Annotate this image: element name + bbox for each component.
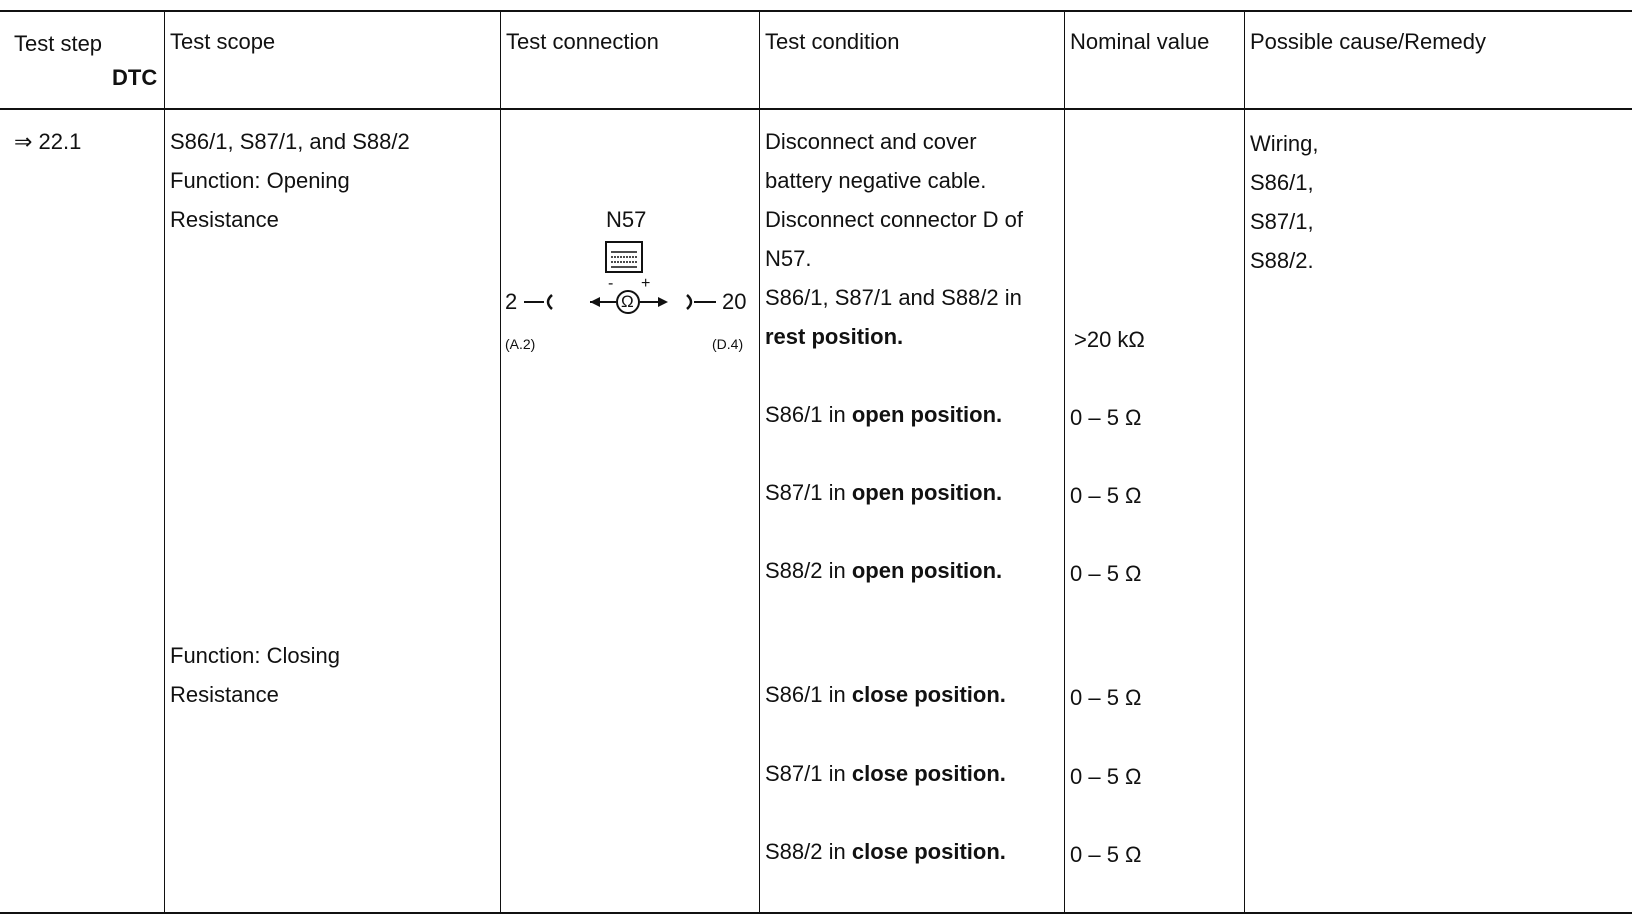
header-rule: [0, 108, 1632, 110]
header-test-scope: Test scope: [170, 29, 276, 54]
remedy-line-3: S87/1,: [1250, 209, 1314, 234]
condition-s88-open: S88/2 in open position.: [765, 558, 1003, 583]
test-step-number: ⇒ 22.1: [14, 129, 82, 154]
condition-s88-close: S88/2 in close position.: [765, 839, 1006, 864]
condition-rest-1: S86/1, S87/1 and S88/2 in: [765, 285, 1022, 310]
header-test-step: Test step: [14, 31, 103, 56]
header-dtc: DTC: [112, 65, 158, 90]
condition-intro-2: battery negative cable.: [765, 168, 987, 193]
header-nominal-value: Nominal value: [1070, 29, 1210, 54]
header-test-condition: Test condition: [765, 29, 900, 54]
col-divider-2: [500, 10, 501, 912]
col-divider-3: [759, 10, 760, 912]
header-possible-cause: Possible cause/Remedy: [1250, 29, 1487, 54]
control-module-icon: [604, 240, 644, 274]
remedy-line-1: Wiring,: [1250, 131, 1319, 156]
meter-minus: -: [608, 275, 614, 292]
scope-closing-function: Function: Closing: [170, 643, 340, 668]
condition-s86-close: S86/1 in close position.: [765, 682, 1006, 707]
right-pin: 20: [722, 289, 747, 314]
col-divider-4: [1064, 10, 1065, 912]
nominal-rest: >20 kΩ: [1074, 327, 1145, 352]
left-connector-symbol: [522, 292, 556, 312]
nominal-s86-close: 0 – 5 Ω: [1070, 685, 1142, 710]
module-label: N57: [606, 207, 647, 232]
nominal-s88-open: 0 – 5 Ω: [1070, 561, 1142, 586]
condition-s86-open: S86/1 in open position.: [765, 402, 1003, 427]
col-divider-1: [164, 10, 165, 912]
nominal-s88-close: 0 – 5 Ω: [1070, 842, 1142, 867]
left-pin: 2: [505, 289, 518, 314]
remedy-line-2: S86/1,: [1250, 170, 1314, 195]
remedy-line-4: S88/2.: [1250, 248, 1314, 273]
right-connector-symbol: [684, 292, 718, 312]
scope-opening-function: Function: Opening: [170, 168, 350, 193]
top-rule: [0, 10, 1632, 12]
condition-s87-open: S87/1 in open position.: [765, 480, 1003, 505]
condition-rest-2: rest position.: [765, 324, 904, 349]
left-pin-reference: (A.2): [505, 336, 536, 352]
scope-opening-resistance: Resistance: [170, 207, 279, 232]
right-pin-reference: (D.4): [712, 336, 744, 352]
nominal-s87-open: 0 – 5 Ω: [1070, 483, 1142, 508]
nominal-s87-close: 0 – 5 Ω: [1070, 764, 1142, 789]
meter-symbol: Ω: [621, 292, 634, 311]
scope-components: S86/1, S87/1, and S88/2: [170, 129, 410, 154]
condition-s87-close: S87/1 in close position.: [765, 761, 1006, 786]
condition-intro-4: N57.: [765, 246, 812, 271]
nominal-s86-open: 0 – 5 Ω: [1070, 405, 1142, 430]
col-divider-5: [1244, 10, 1245, 912]
meter-plus: +: [641, 275, 651, 292]
header-test-connection: Test connection: [506, 29, 659, 54]
condition-intro-1: Disconnect and cover: [765, 129, 977, 154]
bottom-rule: [0, 912, 1632, 914]
condition-intro-3: Disconnect connector D of: [765, 207, 1024, 232]
scope-closing-resistance: Resistance: [170, 682, 279, 707]
